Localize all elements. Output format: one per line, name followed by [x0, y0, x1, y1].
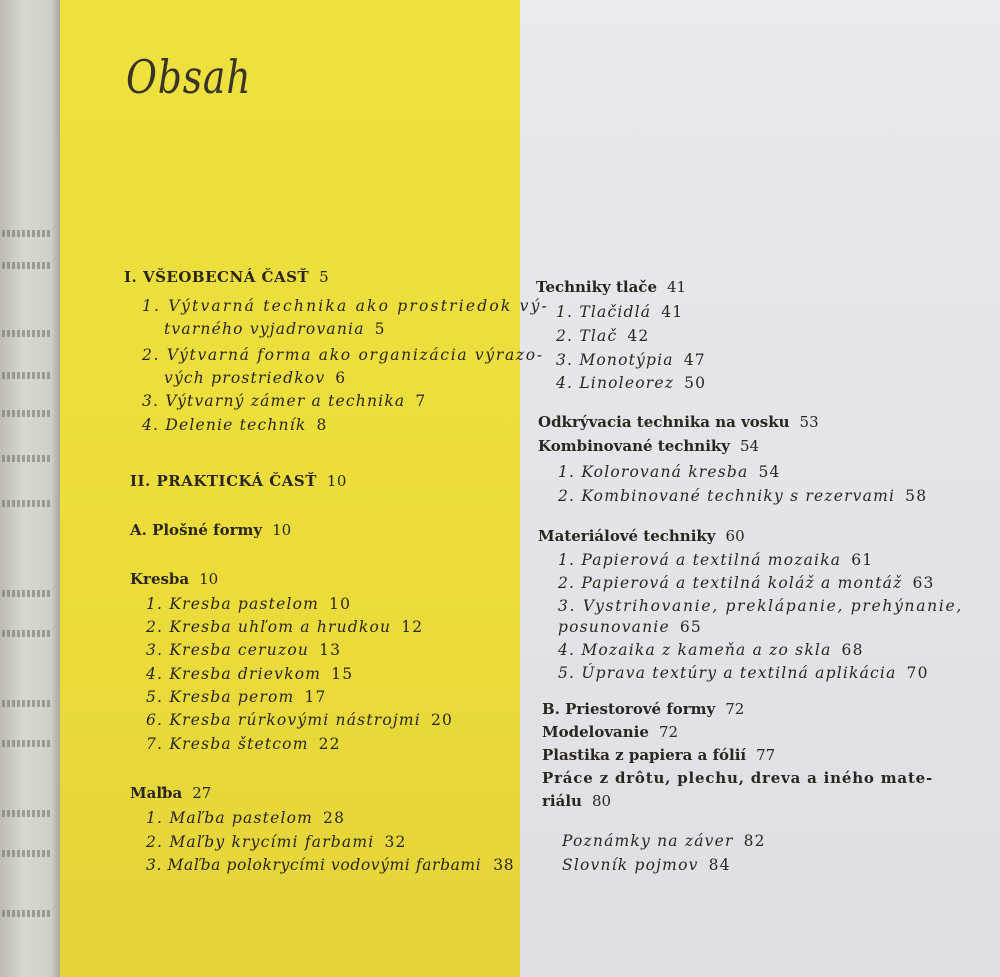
toc-entry-continued: vých prostriedkov 6	[164, 369, 347, 387]
text-fragment	[2, 910, 52, 917]
text-fragment	[2, 850, 52, 857]
chapter-heading-continued: riálu 80	[542, 792, 612, 810]
text-fragment	[2, 630, 52, 637]
toc-entry: 3. Kresba ceruzou 13	[146, 641, 342, 659]
text-fragment	[2, 230, 52, 237]
toc-entry: 1. Výtvarná technika ako prostriedok vý-	[142, 297, 549, 315]
toc-entry: 1. Tlačidlá 41	[556, 303, 684, 321]
toc-entry: 2. Výtvarná forma ako organizácia výrazo-	[142, 346, 544, 364]
chapter-heading: Kombinované techniky 54	[538, 437, 760, 455]
chapter-heading: Plastika z papiera a fólií 77	[542, 746, 776, 764]
toc-entry: 5. Úprava textúry a textilná aplikácia 70	[558, 664, 929, 682]
previous-page-edge	[0, 0, 60, 977]
text-fragment	[2, 262, 52, 269]
chapter-heading: Materiálové techniky 60	[538, 527, 745, 545]
text-fragment	[2, 740, 52, 747]
text-fragment	[2, 700, 52, 707]
toc-entry: 1. Kolorovaná kresba 54	[558, 463, 781, 481]
toc-entry: 3. Vystrihovanie, preklápanie, prehýnanie,	[558, 597, 963, 615]
toc-entry-continued: posunovanie 65	[558, 618, 702, 636]
text-fragment	[2, 590, 52, 597]
toc-entry: 4. Delenie techník 8	[142, 416, 328, 434]
toc-entry: 4. Linoleorez 50	[556, 374, 707, 392]
part-heading: I. VŠEOBECNÁ ČASŤ 5	[124, 268, 330, 286]
toc-entry: 1. Maľba pastelom 28	[146, 809, 346, 827]
part-heading: II. PRAKTICKÁ ČASŤ 10	[130, 472, 347, 490]
toc-entry: 6. Kresba rúrkovými nástrojmi 20	[146, 711, 454, 729]
toc-entry: Poznámky na záver 82	[562, 832, 766, 850]
text-fragment	[2, 500, 52, 507]
toc-entry: 1. Kresba pastelom 10	[146, 595, 352, 613]
toc-entry: 2. Kresba uhľom a hrudkou 12	[146, 618, 424, 636]
toc-entry: 2. Papierová a textilná koláž a montáž 63	[558, 574, 935, 592]
chapter-heading: Techniky tlače 41	[536, 278, 687, 296]
text-fragment	[2, 810, 52, 817]
toc-entry: 5. Kresba perom 17	[146, 688, 327, 706]
chapter-heading: Kresba 10	[130, 570, 219, 588]
toc-entry: 2. Tlač 42	[556, 327, 650, 345]
section-heading: B. Priestorové formy 72	[542, 700, 745, 718]
text-fragment	[2, 372, 52, 379]
toc-entry: 4. Kresba drievkom 15	[146, 665, 354, 683]
toc-entry: 2. Kombinované techniky s rezervami 58	[558, 487, 928, 505]
page-title: Obsah	[126, 50, 252, 104]
toc-entry: 3. Monotýpia 47	[556, 351, 706, 369]
toc-entry-continued: tvarného vyjadrovania 5	[164, 320, 386, 338]
toc-entry: 3. Maľba polokrycími vodovými farbami 38	[146, 856, 515, 874]
toc-entry: 1. Papierová a textilná mozaika 61	[558, 551, 874, 569]
section-heading: A. Plošné formy 10	[130, 521, 292, 539]
chapter-heading: Odkrývacia technika na vosku 53	[538, 413, 819, 431]
toc-entry: 4. Mozaika z kameňa a zo skla 68	[558, 641, 864, 659]
toc-entry: 2. Maľby krycími farbami 32	[146, 833, 407, 851]
text-fragment	[2, 455, 52, 462]
chapter-heading: Maľba 27	[130, 784, 212, 802]
toc-entry: 3. Výtvarný zámer a technika 7	[142, 392, 427, 410]
toc-entry: Slovník pojmov 84	[562, 856, 731, 874]
text-fragment	[2, 410, 52, 417]
chapter-heading: Modelovanie 72	[542, 723, 679, 741]
text-fragment	[2, 330, 52, 337]
chapter-heading: Práce z drôtu, plechu, dreva a iného mate-	[542, 769, 934, 787]
toc-entry: 7. Kresba štetcom 22	[146, 735, 341, 753]
